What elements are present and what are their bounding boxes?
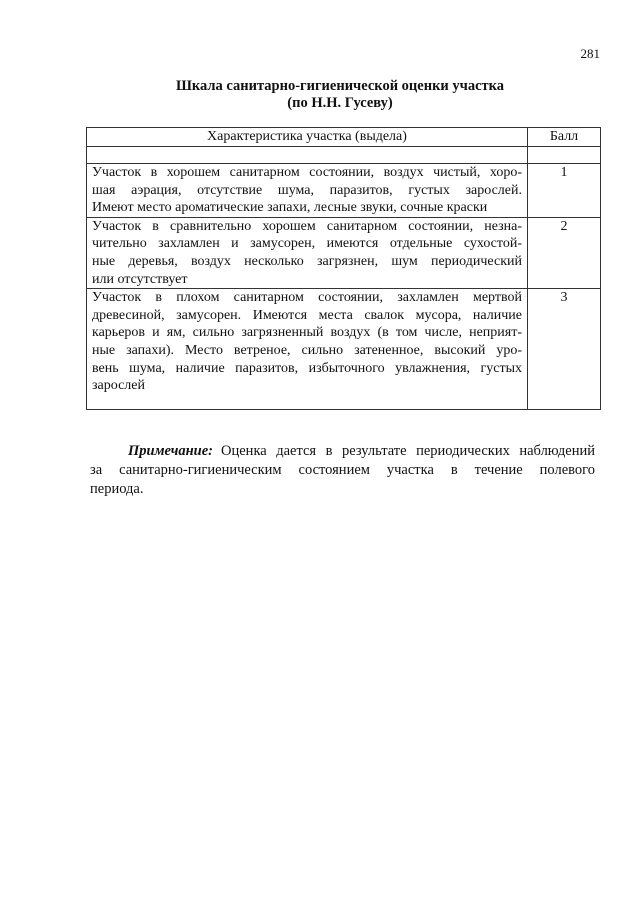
description-line: ные деревья, воздух несколько загрязнен, шум периодический xyxy=(92,253,522,269)
description-line: чительно захламлен и замусорен, имеются отдельные сухостой- xyxy=(92,236,522,252)
note-line-2: за санитарно-гигиеническим состоянием участка в течение полевого xyxy=(90,462,595,478)
description-line: древесиной, замусорен. Имеются места свалок мусора, наличие xyxy=(92,307,522,323)
title-line-1: Шкала санитарно-гигиенической оценки участка xyxy=(175,78,505,94)
page-number: 281 xyxy=(580,46,600,61)
header-description: Характеристика участка (выдела) xyxy=(87,128,528,147)
header-score: Балл xyxy=(528,128,601,147)
assessment-table xyxy=(86,127,601,410)
row-score: 2 xyxy=(528,217,601,288)
description-line: ные запахи). Место ветреное, сильно затененное, высокий уро- xyxy=(92,342,522,358)
empty-cell xyxy=(87,147,528,164)
title-line-2: (по Н.Н. Гусеву) xyxy=(287,95,393,111)
empty-cell xyxy=(528,147,601,164)
table-row xyxy=(87,164,601,218)
row-description xyxy=(87,289,528,410)
description-line: зарослей xyxy=(92,378,145,394)
description-line: Участок в хорошем санитарном состоянии, воздух чистый, хоро- xyxy=(92,165,522,180)
description-line: или отсутствует xyxy=(92,271,188,287)
note-line-3: периода. xyxy=(90,481,144,497)
table-row xyxy=(87,217,601,288)
description-line: вень шума, наличие паразитов, избыточного увлажнения, густых xyxy=(92,360,522,376)
document-title xyxy=(0,78,640,112)
note-line-1 xyxy=(90,442,595,461)
row-score: 3 xyxy=(528,289,601,410)
row-description xyxy=(87,217,528,288)
description-line: шая аэрация, отсутствие шума, паразитов, густых зарослей. xyxy=(92,182,522,198)
row-score: 1 xyxy=(528,164,601,218)
description-line: карьеров и ям, сильно загрязненный воздух (в том числе, неприят- xyxy=(92,325,522,341)
description-line: Участок в плохом санитарном состоянии, захламлен мертвой xyxy=(92,290,522,306)
table-row xyxy=(87,289,601,410)
description-line: Имеют место ароматические запахи, лесные звуки, сочные краски xyxy=(92,200,488,216)
note-paragraph xyxy=(90,442,595,499)
row-description xyxy=(87,164,528,218)
note-text-1: Оценка дается в результате периодических наблюдений xyxy=(221,443,595,459)
table-row-empty xyxy=(87,147,601,164)
table-header-row xyxy=(87,128,601,147)
description-line: Участок в сравнительно хорошем санитарном состоянии, незна- xyxy=(92,218,522,234)
note-label: Примечание: xyxy=(128,443,214,459)
